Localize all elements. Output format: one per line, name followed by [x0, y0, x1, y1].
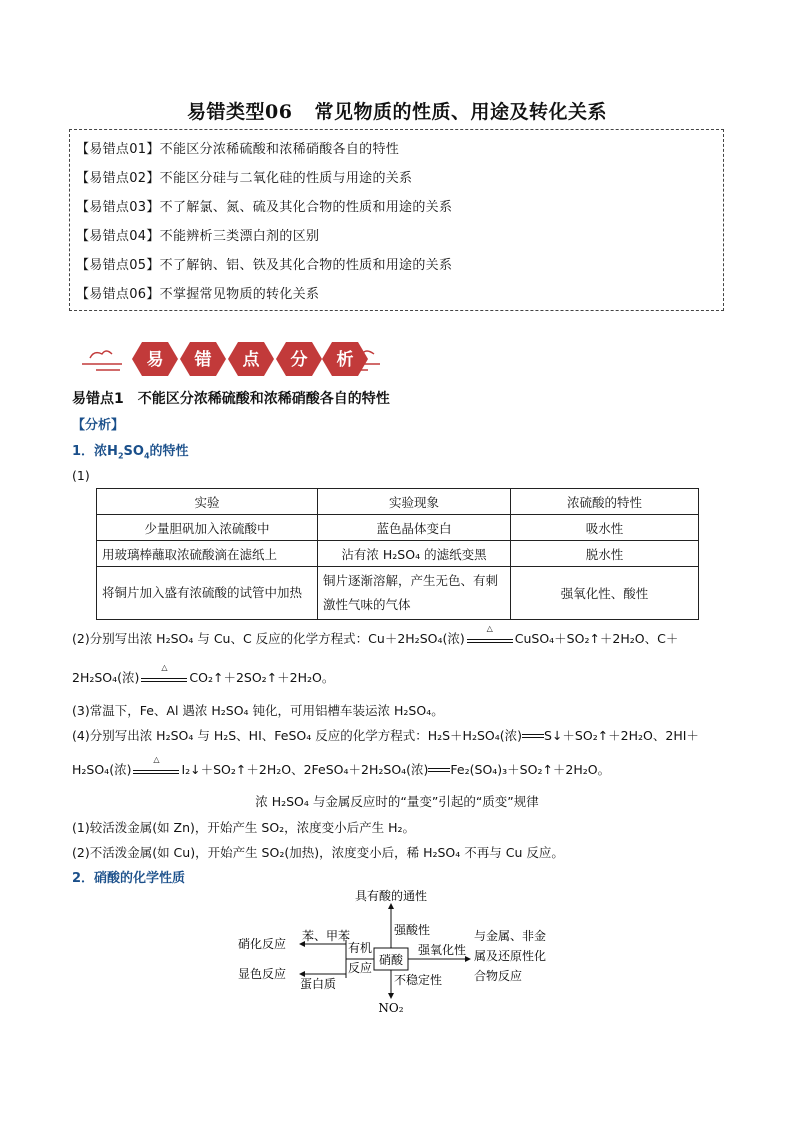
table-cell: 蓝色晶体变白 [318, 515, 511, 541]
table-row [97, 567, 699, 620]
table-cell: 少量胆矾加入浓硫酸中 [97, 515, 318, 541]
paragraph-4-cont: H₂SO₄(浓) △ I₂↓＋SO₂↑＋2H₂O、2FeSO₄＋2H₂SO₄(浓) Fe₂(SO₄)₃＋SO₂↑＋2H₂O。 [72, 754, 611, 777]
top-arrow-label: 强酸性 [394, 923, 431, 937]
banner-char: 分 [290, 350, 308, 370]
error-point-item: 【易错点05】不了解钠、铝、铁及其化合物的性质和用途的关系 [76, 258, 453, 273]
left-down-arrow-label: 蛋白质 [300, 977, 337, 991]
rule-title: 浓 H₂SO₄ 与金属反应时的“量变”引起的“质变”规律 [255, 794, 539, 809]
rule-item: (1)较活泼金属(如 Zn)，开始产生 SO₂，浓度变小后产生 H₂。 [72, 820, 416, 835]
subheading-h2so4: 1．浓$H_2SO_4$的特性 [72, 444, 189, 461]
banner-char: 错 [194, 350, 212, 370]
error-point-item: 【易错点06】不掌握常见物质的转化关系 [76, 287, 320, 302]
error-point-item: 【易错点01】不能区分浓稀硫酸和浓稀硝酸各自的特性 [76, 142, 400, 157]
bottom-label: NO₂ [378, 1001, 404, 1015]
bottom-arrow-label: 不稳定性 [394, 973, 443, 987]
error-points-box [69, 129, 724, 311]
paragraph-4: (4)分别写出浓 H₂SO₄ 与 H₂S、HI、FeSO₄ 反应的化学方程式：H₂S＋H₂SO₄(浓) S↓＋SO₂↑＋2H₂O、2HI＋ [72, 728, 699, 743]
right-text: 合物反应 [474, 969, 523, 983]
table-cell: 铜片逐渐溶解，产生无色、有刺激性气味的气体 [318, 567, 511, 620]
left-up-arrow-label: 苯、甲苯 [302, 929, 351, 943]
table-header: 实验现象 [318, 489, 511, 515]
right-arrow-label: 强氧化性 [418, 943, 467, 957]
h2so4-properties-table [96, 488, 699, 620]
error-point-item: 【易错点03】不了解氯、氮、硫及其化合物的性质和用途的关系 [76, 200, 453, 215]
item-label: (1) [72, 468, 90, 483]
equals-sign-icon [428, 766, 450, 776]
table-header: 浓硫酸的特性 [511, 489, 699, 515]
table-header: 实验 [97, 489, 318, 515]
table-cell: 将铜片加入盛有浓硫酸的试管中加热 [97, 567, 318, 620]
top-label: 具有酸的通性 [354, 889, 428, 903]
heating-arrow-icon: △ [465, 633, 515, 647]
table-row [97, 515, 699, 541]
left-mid-text: 有机 [347, 941, 373, 955]
error-point-item: 【易错点02】不能区分硅与二氧化硅的性质与用途的关系 [76, 171, 413, 186]
banner-char: 析 [336, 350, 354, 370]
analysis-label: 【分析】 [72, 418, 125, 433]
section-heading: 易错点1 不能区分浓稀硫酸和浓稀硝酸各自的特性 [72, 391, 390, 407]
table-cell: 脱水性 [511, 541, 699, 567]
nitric-acid-diagram [230, 888, 570, 1016]
table-cell: 沾有浓 H₂SO₄ 的滤纸变黑 [318, 541, 511, 567]
heating-arrow-icon: △ [131, 764, 181, 778]
right-text: 与金属、非金 [474, 929, 547, 943]
center-label: 硝酸 [378, 953, 404, 967]
equals-sign-icon [522, 732, 544, 742]
section-banner [76, 338, 386, 380]
paragraph-2-cont: 2H₂SO₄(浓) △ CO₂↑＋2SO₂↑＋2H₂O。 [72, 662, 335, 685]
error-point-item: 【易错点04】不能辨析三类漂白剂的区别 [76, 229, 320, 244]
heating-arrow-icon: △ [139, 672, 189, 686]
subheading-hno3: 2．硝酸的化学性质 [72, 871, 186, 886]
table-row [97, 541, 699, 567]
banner-char: 点 [242, 350, 260, 370]
paragraph-2: (2)分别写出浓 H₂SO₄ 与 Cu、C 反应的化学方程式：Cu＋2H₂SO₄(浓) △ CuSO₄＋SO₂↑＋2H₂O、C＋ [72, 623, 679, 646]
left-up-text: 硝化反应 [238, 937, 287, 951]
left-mid-text: 反应 [347, 961, 373, 975]
right-text: 属及还原性化 [474, 949, 547, 963]
table-cell: 用玻璃棒蘸取浓硫酸滴在滤纸上 [97, 541, 318, 567]
paragraph-3: (3)常温下，Fe、Al 遇浓 H₂SO₄ 钝化，可用铝槽车装运浓 H₂SO₄。 [72, 703, 444, 718]
banner-char: 易 [146, 350, 164, 370]
table-cell: 吸水性 [511, 515, 699, 541]
page-title: 易错类型06 常见物质的性质、用途及转化关系 [187, 101, 607, 123]
table-cell: 强氧化性、酸性 [511, 567, 699, 620]
rule-item: (2)不活泼金属(如 Cu)，开始产生 SO₂(加热)，浓度变小后，稀 H₂SO₄ 不再与 Cu 反应。 [72, 845, 564, 860]
left-down-text: 显色反应 [238, 967, 287, 981]
table-header-row [97, 489, 699, 515]
left-cloud-ornament [82, 351, 122, 370]
